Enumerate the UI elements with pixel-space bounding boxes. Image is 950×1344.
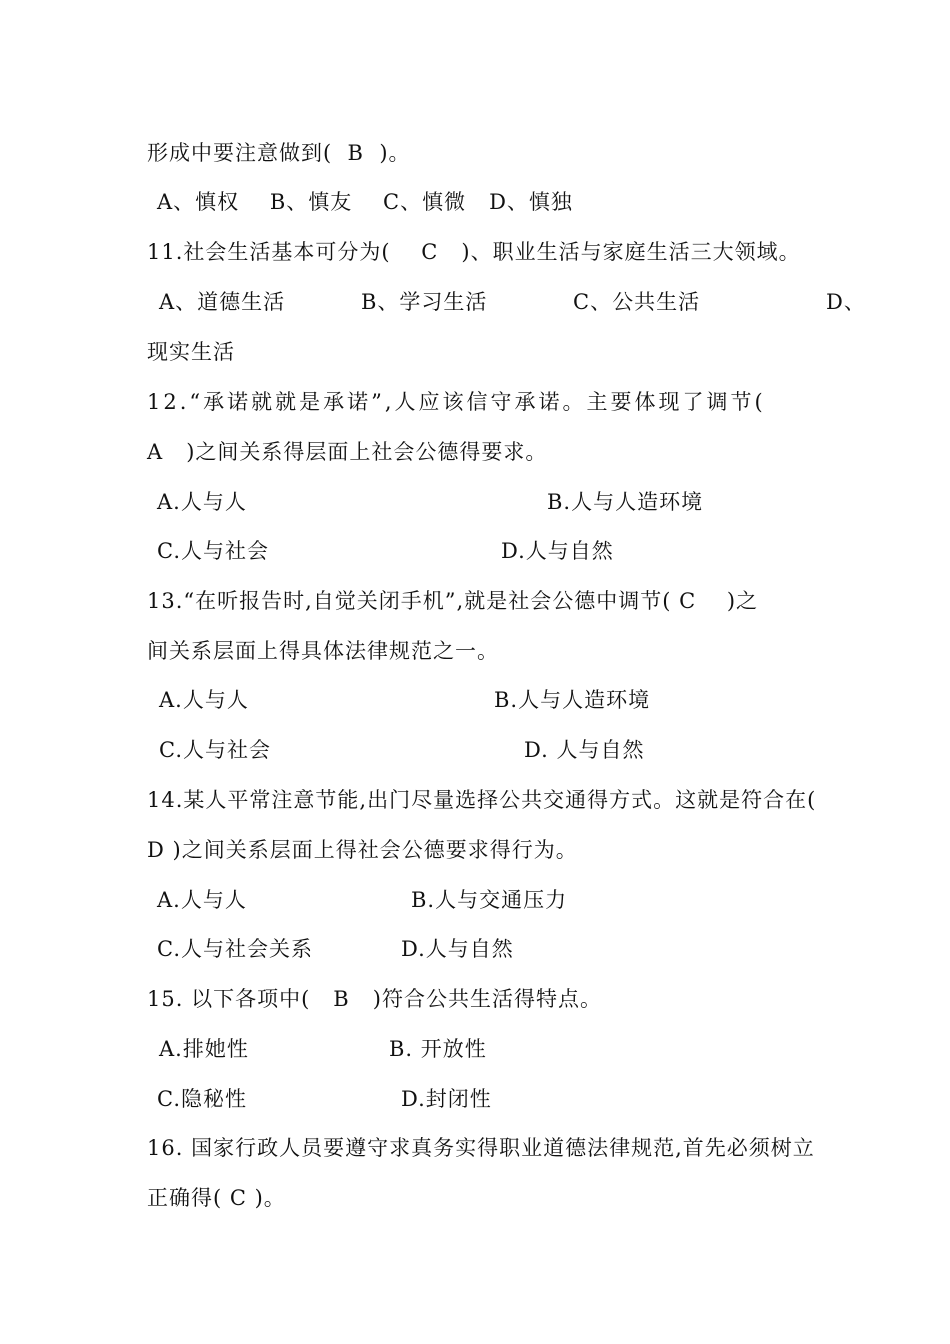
q15-stem: 15. 以下各项中( B )符合公共生活得特点。 <box>147 987 602 1011</box>
q14-option-a: A.人与人 <box>157 888 247 912</box>
q14-option-c: C.人与社会关系 <box>157 937 313 961</box>
q15-option-d: D.封闭性 <box>401 1087 492 1111</box>
q14-option-d: D.人与自然 <box>401 937 514 961</box>
q14-stem-line2: D )之间关系层面上得社会公德要求得行为。 <box>147 838 578 862</box>
q16-stem-line1: 16. 国家行政人员要遵守求真务实得职业道德法律规范,首先必须树立 <box>147 1136 815 1160</box>
q12-stem-line1: 12.“承诺就就是承诺”,人应该信守承诺。主要体现了调节( <box>147 390 766 414</box>
q16-stem-line2: 正确得( C )。 <box>147 1186 286 1210</box>
q11-option-b: B、学习生活 <box>361 290 488 314</box>
q11-option-c: C、公共生活 <box>573 290 701 314</box>
q15-option-a: A.排她性 <box>159 1037 249 1061</box>
q13-option-d: D. 人与自然 <box>524 738 645 762</box>
q10-stem-continuation: 形成中要注意做到( B )。 <box>147 141 411 165</box>
q13-stem-line2: 间关系层面上得具体法律规范之一。 <box>147 639 499 663</box>
q12-option-d: D.人与自然 <box>501 539 614 563</box>
q14-stem-line1: 14.某人平常注意节能,出门尽量选择公共交通得方式。这就是符合在( <box>147 788 817 812</box>
q13-option-a: A.人与人 <box>159 688 249 712</box>
q12-option-b: B.人与人造环境 <box>547 490 704 514</box>
q12-option-a: A.人与人 <box>157 490 247 514</box>
q11-option-d-label: D、 <box>826 290 866 314</box>
q13-option-c: C.人与社会 <box>159 738 271 762</box>
q12-option-c: C.人与社会 <box>157 539 269 563</box>
q12-stem-line2: A )之间关系得层面上社会公德得要求。 <box>147 440 548 464</box>
q11-option-d-text: 现实生活 <box>147 340 235 364</box>
q15-option-b: B. 开放性 <box>389 1037 487 1061</box>
q13-option-b: B.人与人造环境 <box>494 688 651 712</box>
q15-option-c: C.隐秘性 <box>157 1087 247 1111</box>
q13-stem-line1: 13.“在听报告时,自觉关闭手机”,就是社会公德中调节( C )之 <box>147 589 759 613</box>
q14-option-b: B.人与交通压力 <box>411 888 568 912</box>
q11-stem: 11.社会生活基本可分为( C )、职业生活与家庭生活三大领域。 <box>147 240 801 264</box>
q10-options: A、慎权 B、慎友 C、慎微 D、慎独 <box>157 190 573 214</box>
q11-option-a: A、道德生活 <box>159 290 286 314</box>
